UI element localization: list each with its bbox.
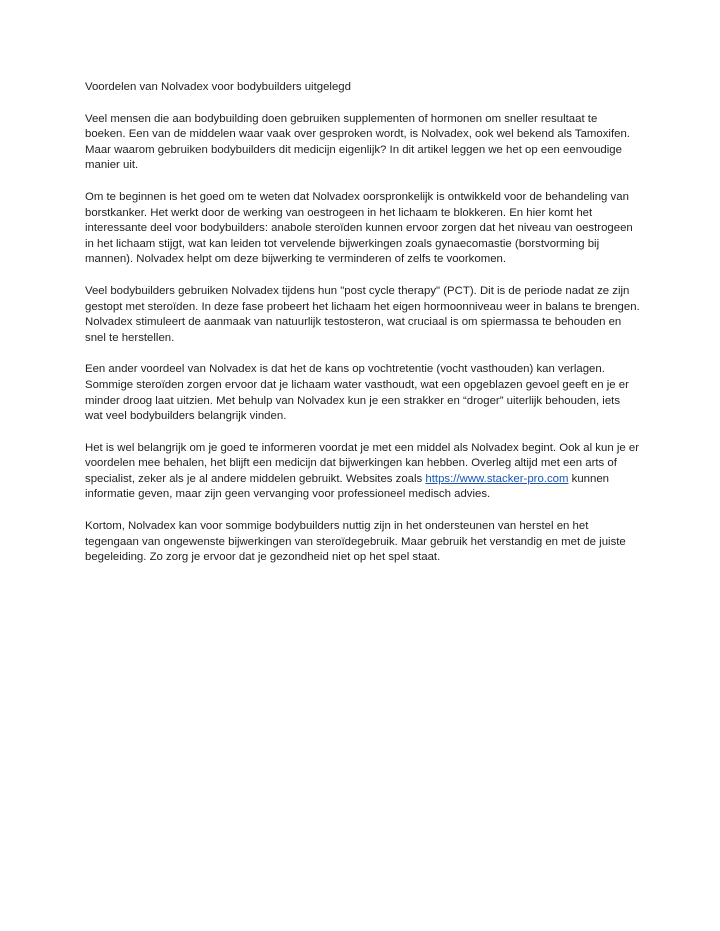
paragraph-water-retention: Een ander voordeel van Nolvadex is dat het de kans op vochtretentie (vocht vasthouden) kan verlagen. Sommige steroïden zorgen ervoor dat je lichaam water vasthoudt, wat een opgeblazen gevoel geeft en je er minder droog laat uitzien. Met behulp van Nolvadex kun je een strakker en “droger” uiterlijk behouden, iets wat veel bodybuilders belangrijk vinden. xyxy=(85,363,629,423)
paragraph-advice xyxy=(85,441,640,503)
paragraph-pct: Veel bodybuilders gebruiken Nolvadex tijdens hun "post cycle therapy" (PCT). Dit is de periode nadat ze zijn gestopt met steroïden. In deze fase probeert het lichaam het eigen hormoonniveau weer in balans te brengen. Nolvadex stimuleert de aanmaak van natuurlijk testosteron, wat cruciaal is om spiermassa te behouden en snel te herstellen. xyxy=(85,284,640,344)
advice-text-before-link: Het is wel belangrijk om je goed te informeren voordat je met een middel als Nolvadex begint. Ook al kun je er voordelen mee behalen, het blijft een medicijn dat bijwerkingen kan hebben. Overleg altijd met een arts of specialist, zeker als je al andere middelen gebruikt. Websites zoals xyxy=(85,441,639,485)
advice-text-after-link: kunnen informatie geven, maar zijn geen vervanging voor professioneel medisch advies. xyxy=(85,472,610,501)
paragraph-intro: Veel mensen die aan bodybuilding doen gebruiken supplementen of hormonen om sneller resultaat te boeken. Een van de middelen waar vaak over gesproken wordt, is Nolvadex, ook wel bekend als Tamoxifen. Maar waarom gebruiken bodybuilders dit medicijn eigenlijk? In dit artikel leggen we het op een eenvoudige manier uit. xyxy=(85,112,630,172)
paragraph-closing: Kortom, Nolvadex kan voor sommige bodybuilders nuttig zijn in het ondersteunen van herstel en het tegengaan van ongewenste bijwerkingen van steroïdegebruik. Maar gebruik het verstandig en met de juiste begeleiding. Zo zorg je ervoor dat je gezondheid niet op het spel staat. xyxy=(85,520,626,564)
stacker-pro-link[interactable]: https://www.stacker-pro.com xyxy=(425,472,569,485)
paragraph-origin: Om te beginnen is het goed om te weten dat Nolvadex oorspronkelijk is ontwikkeld voor de behandeling van borstkanker. Het werkt door de werking van oestrogeen in het lichaam te blokkeren. En hier komt het interessante deel voor bodybuilders: anabole steroïden kunnen ervoor zorgen dat het niveau van oestrogeen in het lichaam stijgt, wat kan leiden tot vervelende bijwerkingen zoals gynaecomastie (borstvorming bij mannen). Nolvadex helpt om deze bijwerking te verminderen of zelfs te voorkomen. xyxy=(85,190,633,266)
document-page xyxy=(85,80,640,582)
document-title: Voordelen van Nolvadex voor bodybuilders uitgelegd xyxy=(85,81,351,93)
